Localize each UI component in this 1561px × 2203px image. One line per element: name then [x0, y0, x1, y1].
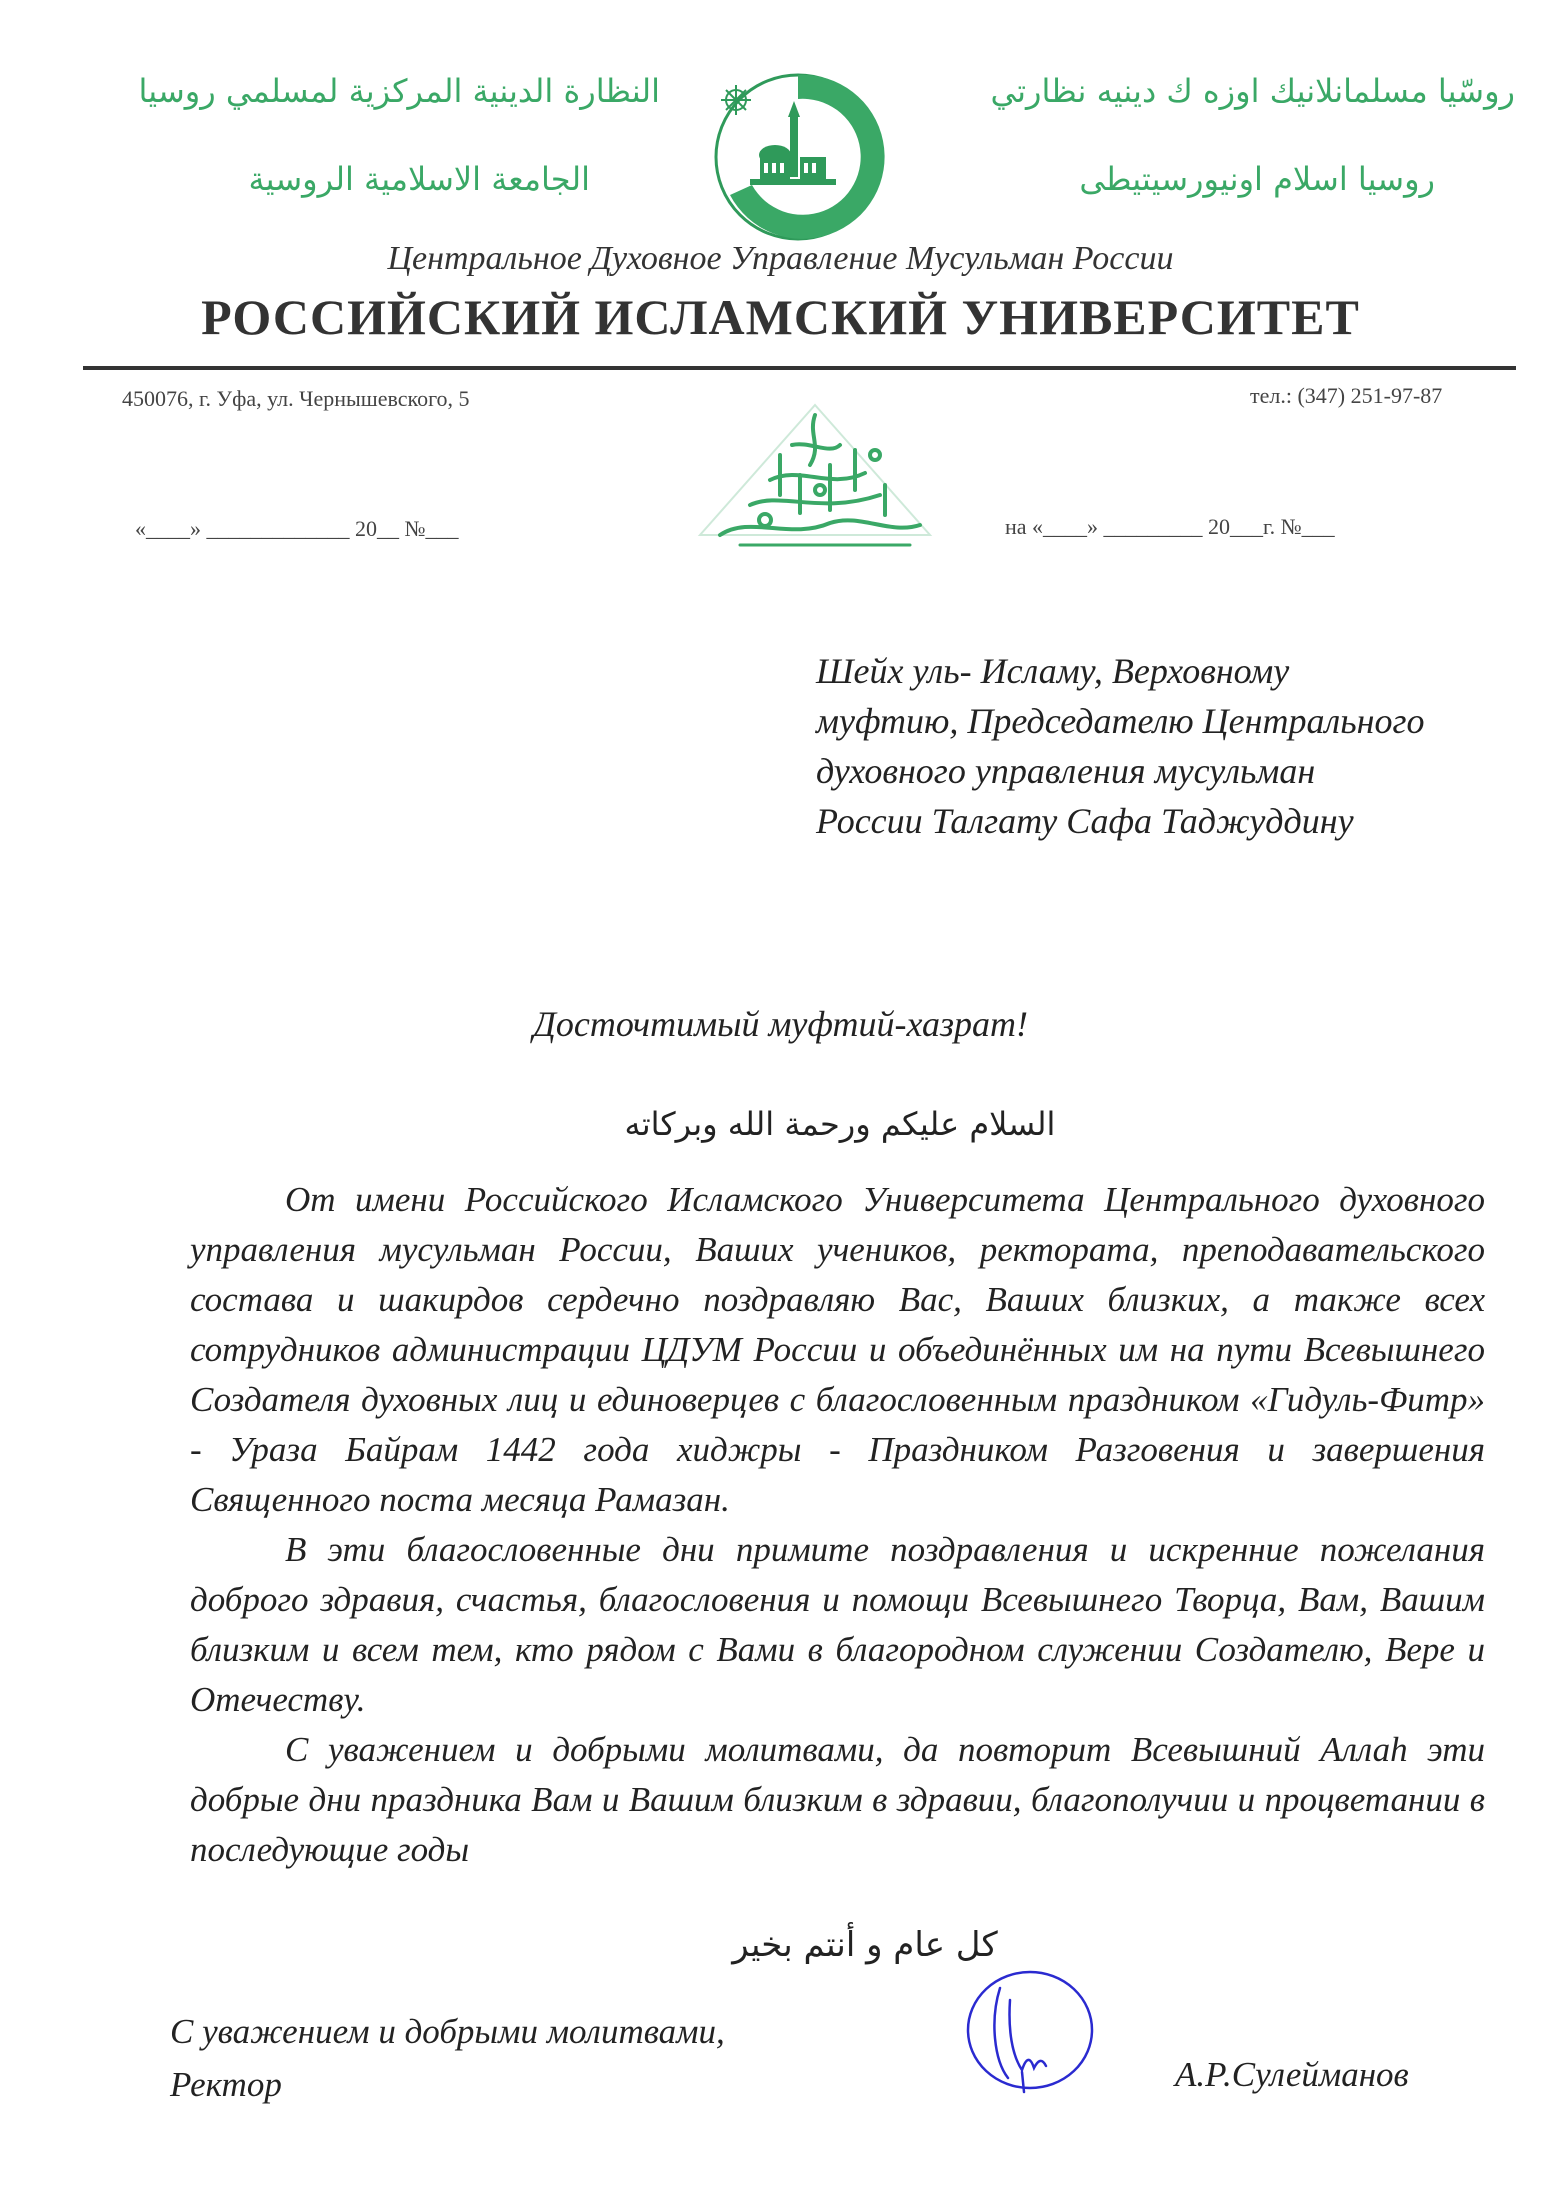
- address: 450076, г. Уфа, ул. Чернышевского, 5: [122, 386, 470, 411]
- header-subtitle: Центральное Духовное Управление Мусульман России: [387, 240, 1174, 277]
- addressee-line: Шейх уль- Исламу, Верховному: [816, 651, 1290, 691]
- handwritten-signature: [950, 1960, 1100, 2105]
- signature-regards: С уважением и добрыми молитвами,: [170, 2012, 725, 2051]
- signature-position: Ректор: [170, 2065, 282, 2104]
- addressee-line: духовного управления мусульман: [816, 751, 1316, 791]
- arabic-header-right-line2: روسيا اسلام اونيورسيتيطى: [1079, 160, 1435, 198]
- addressee-line: России Талгату Сафа Таджуддину: [816, 801, 1354, 841]
- signatory-name: А.Р.Сулейманов: [1175, 2055, 1409, 2094]
- incoming-reference-line: на «____» _________ 20___г. №___: [1005, 514, 1335, 539]
- arabic-header-right-line1: روسّيا مسلمانلانيك اوزه ك دينيه نظارتي: [990, 72, 1515, 110]
- letter-body: [190, 1175, 1485, 1875]
- body-paragraph: В эти благословенные дни примите поздравления и искренние пожелания доброго здравия, счастья, благословения и помощи Всевышнего Творца, Вам, Вашим близким и всем тем, кто рядом с Вами в благородном служении Создателю, Вере и Отечеству.: [190, 1530, 1485, 1719]
- body-paragraph: От имени Российского Исламского Университета Центрального духовного управления мусульман России, Ваших учеников, ректората, преподавательского состава и шакирдов сердечно поздравляю Вас, Ваших близких, а также всех сотрудников администрации ЦДУМ России и объединённых им на пути Всевышнего Создателя духовных лиц и единоверцев с благословенным праздником «Гидуль-Фитр» - Ураза Байрам 1442 года хиджры - Праздником Разговения и завершения Священного поста месяца Рамазан.: [190, 1180, 1485, 1519]
- arabic-header-left-line2: الجامعة الاسلامية الروسية: [248, 160, 590, 198]
- arabic-calligraphy-emblem: [680, 395, 950, 555]
- addressee-line: муфтию, Председателю Центрального: [816, 701, 1425, 741]
- header-divider: [83, 366, 1516, 370]
- arabic-header-left-line1: النظارة الدينية المركزية لمسلمي روسيا: [138, 72, 660, 110]
- phone: тел.: (347) 251-97-87: [1250, 383, 1443, 408]
- body-paragraph: С уважением и добрыми молитвами, да повторит Всевышний Аллаh эти добрые дни праздника Вам и Вашим близким в здравии, благополучии и процветании в последующие годы: [190, 1730, 1485, 1869]
- arabic-greeting: السلام عليكم ورحمة الله وبركاته: [624, 1105, 1056, 1143]
- mosque-emblem-logo: [700, 45, 890, 245]
- addressee-block: [816, 646, 1424, 846]
- page-title: РОССИЙСКИЙ ИСЛАМСКИЙ УНИВЕРСИТЕТ: [201, 289, 1360, 345]
- arabic-closing: كل عام و أنتم بخير: [732, 1925, 998, 1965]
- salutation: Досточтимый муфтий-хазрат!: [532, 1004, 1029, 1044]
- outgoing-reference-line: «____» _____________ 20__ №___: [135, 516, 459, 541]
